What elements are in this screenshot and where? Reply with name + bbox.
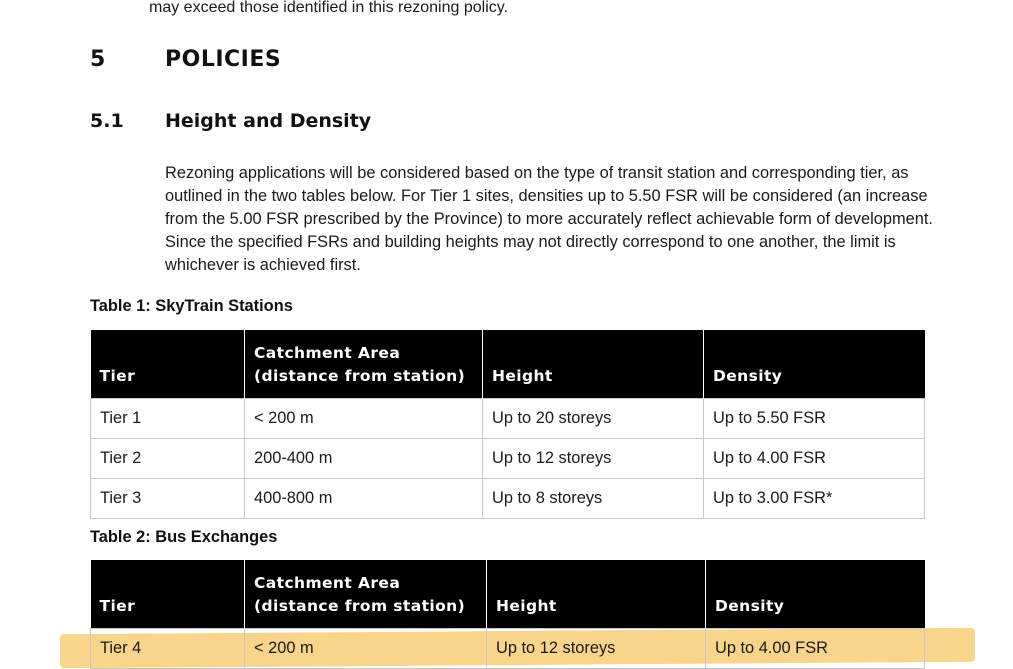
cell-catchment: 400-800 m	[245, 478, 483, 518]
header-catchment-line1: Catchment Area	[254, 573, 401, 592]
table-row	[91, 628, 925, 668]
table-row	[91, 398, 925, 438]
cell-height: Up to 8 storeys	[483, 478, 704, 518]
bus-exchange-table	[90, 560, 925, 669]
skytrain-table	[90, 330, 925, 519]
cell-height: Up to 12 storeys	[487, 628, 706, 668]
section-title: POLICIES	[165, 47, 282, 72]
cell-tier: Tier 4	[91, 628, 245, 668]
intro-line: may exceed those identified in this rezoning policy.	[149, 0, 509, 16]
header-density: Density	[706, 560, 925, 628]
table1-caption: Table 1: SkyTrain Stations	[90, 297, 293, 315]
table-row	[91, 438, 925, 478]
header-density: Density	[704, 330, 925, 398]
subsection-number: 5.1	[90, 110, 124, 132]
section-number: 5	[90, 47, 106, 72]
cell-tier: Tier 1	[91, 398, 245, 438]
header-height: Height	[483, 330, 704, 398]
cell-catchment: 200-400 m	[245, 438, 483, 478]
header-catchment	[245, 560, 487, 628]
subsection-title: Height and Density	[165, 110, 372, 132]
table2-caption: Table 2: Bus Exchanges	[90, 528, 278, 546]
cell-density: Up to 4.00 FSR	[706, 628, 925, 668]
policy-paragraph: Rezoning applications will be considered based on the type of transit station and corresponding tier, as outlined in the two tables below. For Tier 1 sites, densities up to 5.50 FSR will be considered (an increase from the 5.00 FSR prescribed by the Province) to more accurately reflect achievable form of development. Since the specified FSRs and building heights may not directly correspond to one another, the limit is whichever is achieved first.	[165, 164, 933, 274]
cell-height: Up to 12 storeys	[483, 438, 704, 478]
header-tier: Tier	[91, 330, 245, 398]
cell-height: Up to 20 storeys	[483, 398, 704, 438]
table-header-row	[91, 330, 925, 398]
cell-tier: Tier 3	[91, 478, 245, 518]
header-height: Height	[487, 560, 706, 628]
table-header-row	[91, 560, 925, 628]
cell-catchment: < 200 m	[245, 398, 483, 438]
cell-tier: Tier 2	[91, 438, 245, 478]
cell-density: Up to 4.00 FSR	[704, 438, 925, 478]
header-catchment-line2: (distance from station)	[254, 596, 466, 615]
header-tier: Tier	[91, 560, 245, 628]
header-catchment-line1: Catchment Area	[254, 343, 401, 362]
cell-density: Up to 5.50 FSR	[704, 398, 925, 438]
header-catchment-line2: (distance from station)	[254, 366, 466, 385]
table-row	[91, 478, 925, 518]
cell-density: Up to 3.00 FSR*	[704, 478, 925, 518]
cell-catchment: < 200 m	[245, 628, 487, 668]
header-catchment	[245, 330, 483, 398]
